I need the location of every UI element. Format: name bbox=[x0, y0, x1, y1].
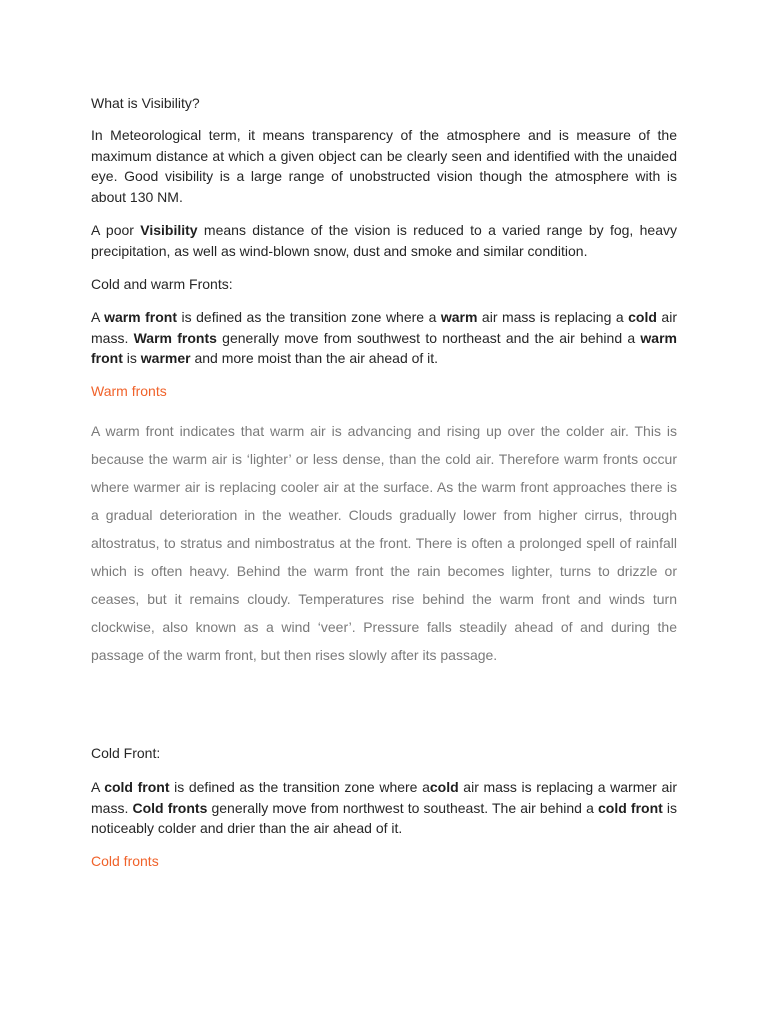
bold-visibility: Visibility bbox=[140, 222, 198, 238]
fronts-paragraph: A warm front is defined as the transition zone where a warm air mass is replacing a cold air mass. Warm fronts generally move from southwest to northeast and the air behind a warm front is warmer and more moist than the air ahead of it. bbox=[91, 309, 677, 366]
visibility-paragraph-1: In Meteorological term, it means transparency of the atmosphere and is measure of the maximum distance at which a given object can be clearly seen and identified with the unaided eye. Good visibility is a large range of unobstructed vision though the atmosphere with is about 130 NM. bbox=[91, 127, 677, 205]
cold-fronts-heading: Cold fronts bbox=[91, 853, 159, 869]
warm-fronts-body: A warm front indicates that warm air is advancing and rising up over the colder air. This is because the warm air is ‘lighter’ or less dense, than the cold air. Therefore warm fronts occur where warmer air is replacing cooler air at the surface. As the warm front approaches there is a gradual deterioration in the weather. Clouds gradually lower from higher cirrus, through altostratus, to stratus and nimbostratus at the front. There is often a prolonged spell of rainfall which is often heavy. Behind the warm front the rain becomes lighter, turns to drizzle or ceases, but it remains cloudy. Temperatures rise behind the warm front and winds turn clockwise, also known as a wind ‘veer’. Pressure falls steadily ahead of and during the passage of the warm front, but then rises slowly after its passage. bbox=[91, 423, 677, 663]
visibility-heading: What is Visibility? bbox=[91, 95, 200, 111]
visibility-paragraph-2: A poor Visibility means distance of the vision is reduced to a varied range by fog, heavy precipitation, as well as wind-blown snow, dust and smoke and similar condition. bbox=[91, 222, 677, 259]
cold-front-paragraph: A cold front is defined as the transition zone where acold air mass is replacing a warmer air mass. Cold fronts generally move from northwest to southeast. The air behind a cold front is noticeably colder and drier than the air ahead of it. bbox=[91, 779, 678, 836]
fronts-heading: Cold and warm Fronts: bbox=[91, 276, 233, 292]
warm-fronts-heading: Warm fronts bbox=[91, 383, 167, 399]
cold-front-heading: Cold Front: bbox=[91, 745, 161, 761]
